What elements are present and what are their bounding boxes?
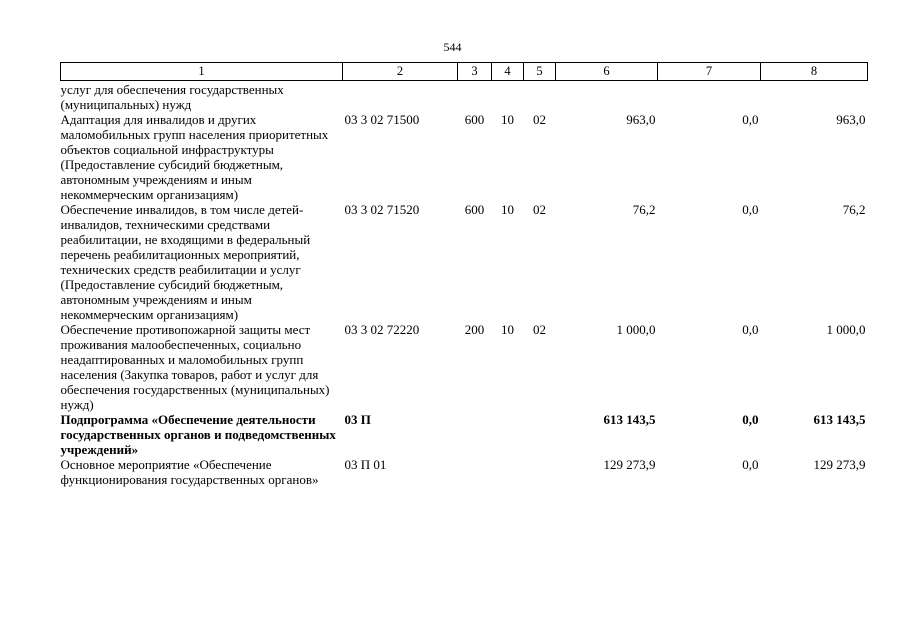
item-name: услуг для обеспечения государственных (муниципальных) нужд (60, 82, 284, 112)
table-row (61, 322, 868, 412)
item-name: Основное мероприятие «Обеспечение функционирования государственных органов» (60, 457, 319, 487)
classification-code: 03 3 02 71520 (344, 202, 420, 217)
classification-code: 03 П (344, 412, 371, 427)
subsection-code (524, 412, 556, 457)
subsection-code (524, 457, 556, 487)
amount-col6: 76,2 (632, 202, 656, 217)
item-name: Подпрограмма «Обеспечение деятельности государственных органов и подведомственных учреждений» (60, 412, 336, 457)
section-code (492, 412, 524, 457)
subsection-code: 02 (533, 322, 546, 337)
column-header-4: 4 (492, 63, 524, 81)
table-row (61, 202, 868, 322)
amount-col8: 1 000,0 (826, 322, 866, 337)
amount-col7: 0,0 (742, 322, 759, 337)
column-header-5: 5 (524, 63, 556, 81)
amount-col7: 0,0 (742, 202, 759, 217)
classification-code: 03 П 01 (344, 457, 387, 472)
amount-col8: 613 143,5 (813, 412, 866, 427)
expense-type-code (458, 412, 492, 457)
classification-code: 03 3 02 71500 (344, 112, 420, 127)
item-name: Обеспечение противопожарной защиты мест проживания малообеспеченных, социально неадаптированных и маломобильных групп населения (Закупка товаров, работ и услуг для обеспечения государственных (муниципальных) нужд) (60, 322, 330, 412)
expense-type-code (458, 81, 492, 113)
table-row (61, 112, 868, 202)
column-header-3: 3 (458, 63, 492, 81)
amount-col7: 0,0 (742, 112, 759, 127)
section-code (492, 81, 524, 113)
section-code: 10 (501, 112, 514, 127)
amount-col7 (658, 81, 761, 113)
budget-sheet (60, 62, 867, 487)
classification-code (343, 81, 458, 113)
amount-col6: 963,0 (626, 112, 656, 127)
amount-col8: 129 273,9 (813, 457, 866, 472)
expense-type-code: 600 (464, 202, 485, 217)
section-code: 10 (501, 202, 514, 217)
classification-code: 03 3 02 72220 (344, 322, 420, 337)
amount-col8 (761, 81, 868, 113)
column-header-6: 6 (556, 63, 658, 81)
table-row (61, 81, 868, 113)
amount-col6: 613 143,5 (603, 412, 656, 427)
item-name: Обеспечение инвалидов, в том числе детей-инвалидов, техническими средствами реабилитации, не входящими в федеральный перечень реабилитационных мероприятий, технических средств реабилитации и услуг (Предоставление субсидий бюджетным, автономным учреждениям и иным некоммерческим организациям) (60, 202, 311, 322)
item-name: Адаптация для инвалидов и других маломобильных групп населения приоритетных объектов социальной инфраструктуры (Предоставление субсидий бюджетным, автономным учреждениям и иным некоммерческим организациям) (60, 112, 329, 202)
expense-type-code: 600 (464, 112, 485, 127)
amount-col6: 1 000,0 (616, 322, 656, 337)
section-code: 10 (501, 322, 514, 337)
amount-col6: 129 273,9 (603, 457, 656, 472)
subsection-code: 02 (533, 112, 546, 127)
subsection-code (524, 81, 556, 113)
amount-col8: 963,0 (836, 112, 866, 127)
column-header-2: 2 (343, 63, 458, 81)
budget-table (60, 62, 868, 487)
section-code (492, 457, 524, 487)
expense-type-code (458, 457, 492, 487)
table-header-row (61, 63, 868, 81)
amount-col7: 0,0 (742, 412, 759, 427)
table-body (61, 81, 868, 488)
amount-col8: 76,2 (842, 202, 866, 217)
expense-type-code: 200 (464, 322, 485, 337)
column-header-1: 1 (61, 63, 343, 81)
column-header-7: 7 (658, 63, 761, 81)
subsection-code: 02 (533, 202, 546, 217)
table-row (61, 412, 868, 457)
amount-col6 (556, 81, 658, 113)
column-header-8: 8 (761, 63, 868, 81)
table-row (61, 457, 868, 487)
amount-col7: 0,0 (742, 457, 759, 472)
page-number: 544 (443, 40, 462, 54)
